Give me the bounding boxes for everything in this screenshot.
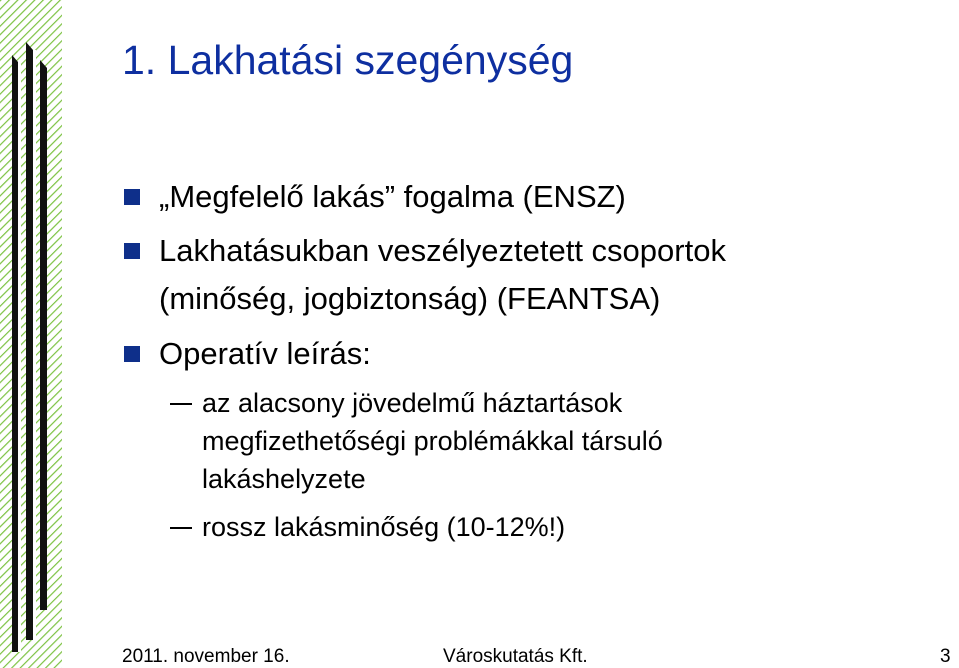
slide-title: 1. Lakhatási szegénység [122, 37, 574, 83]
bullet-square-icon [124, 189, 140, 205]
sub-bullet-text: lakáshelyzete [202, 464, 366, 494]
footer-organization: Városkutatás Kft. [443, 646, 588, 667]
bullet-text: (minőség, jogbiztonság) (FEANTSA) [159, 281, 661, 316]
left-decorative-stripes [0, 0, 62, 668]
bullet-square-icon [124, 346, 140, 362]
bullet-text: „Megfelelő lakás” fogalma (ENSZ) [159, 179, 626, 214]
sub-bullet-text: rossz lakásminőség (10-12%!) [202, 512, 566, 542]
footer-page-number: 3 [940, 646, 951, 667]
bullet-text: Lakhatásukban veszélyeztetett csoportok [159, 233, 726, 268]
bullet-square-icon [124, 243, 140, 259]
footer-date: 2011. november 16. [122, 646, 290, 667]
sub-bullet-text: az alacsony jövedelmű háztartások [202, 388, 623, 418]
dash-icon [170, 527, 192, 529]
dash-icon [170, 403, 192, 405]
sub-bullet-text: megfizethetőségi problémákkal társuló [202, 426, 663, 456]
bullet-text: Operatív leírás: [159, 336, 371, 371]
